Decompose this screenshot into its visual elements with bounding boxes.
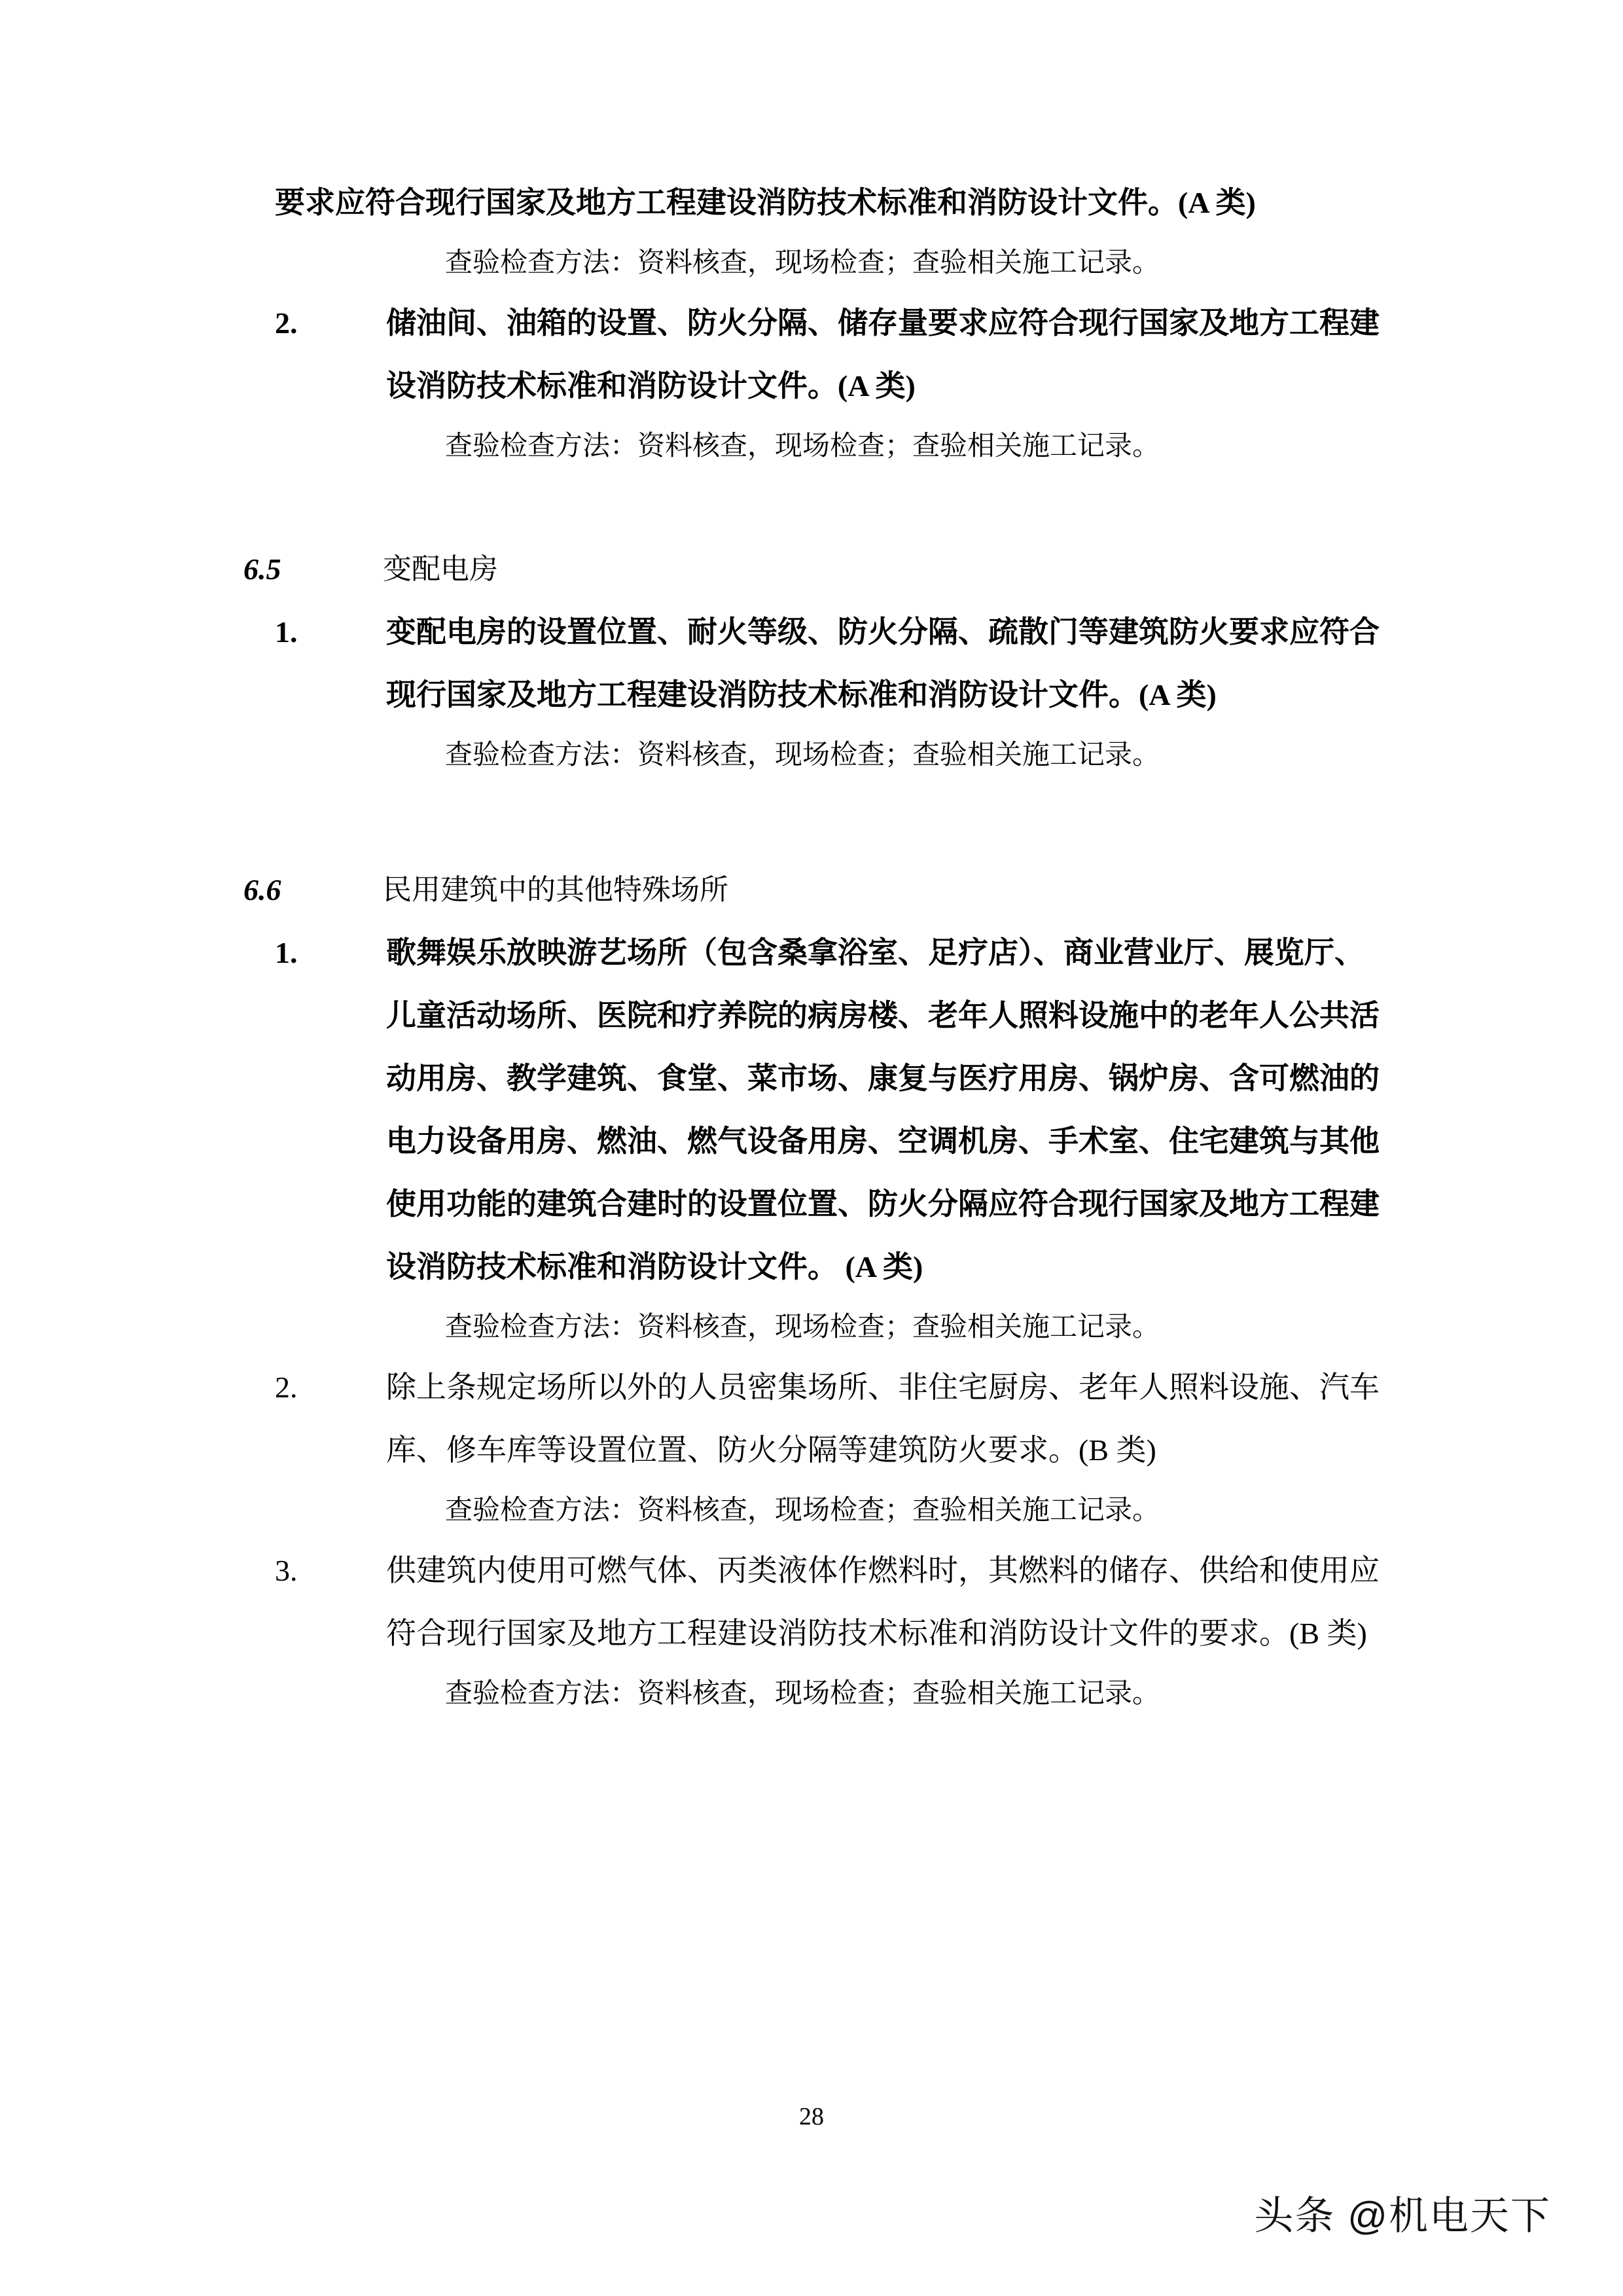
list-item: [0, 601, 1623, 726]
section-title: 民用建筑中的其他特殊场所: [383, 874, 728, 906]
list-item: [0, 1356, 1623, 1482]
list-item-text: 供建筑内使用可燃气体、丙类液体作燃料时，其燃料的储存、供给和使用应符合现行国家及地方工程建设消防技术标准和消防设计文件的要求。(B 类): [386, 1554, 1380, 1650]
list-item-text: 储油间、油箱的设置、防火分隔、储存量要求应符合现行国家及地方工程建设消防技术标准和消防设计文件。(A 类): [386, 306, 1380, 403]
section-spacer-extra: [0, 847, 1623, 859]
section-title: 变配电房: [383, 553, 498, 585]
watermark: 头条 @机电天下: [1254, 2194, 1551, 2238]
section-number: 6.5: [243, 552, 281, 586]
section-heading-6-6: [0, 859, 1623, 922]
list-item: [0, 292, 1623, 418]
page-number: 28: [799, 2103, 824, 2130]
method-line: 查验检查方法：资料核查，现场检查；查验相关施工记录。: [445, 1679, 1160, 1709]
section-heading-6-5: [0, 538, 1623, 601]
list-item-number: 2.: [275, 306, 298, 340]
method-line: 查验检查方法：资料核查，现场检查；查验相关施工记录。: [445, 431, 1160, 461]
list-item-text: 除上条规定场所以外的人员密集场所、非住宅厨房、老年人照料设施、汽车库、修车库等设置位置、防火分隔等建筑防火要求。(B 类): [386, 1371, 1380, 1467]
list-item-number: 2.: [275, 1371, 298, 1404]
list-item-text: 歌舞娱乐放映游艺场所（包含桑拿浴室、足疗店）、商业营业厅、展览厅、儿童活动场所、医院和疗养院的病房楼、老年人照料设施中的老年人公共活动用房、教学建筑、食堂、菜市场、康复与医疗用房、锅炉房、含可燃油的电力设备用房、燃油、燃气设备用房、空调机房、手术室、住宅建筑与其他使用功能的建筑合建时的设置位置、防火分隔应符合现行国家及地方工程建设消防技术标准和消防设计文件。 (A 类): [386, 936, 1380, 1283]
paragraph-continuation: [0, 171, 1623, 234]
method-line-continuation: 查验检查方法：资料核查，现场检查；查验相关施工记录。: [445, 248, 1160, 278]
section-spacer: [0, 784, 1623, 847]
section-spacer: [0, 475, 1623, 538]
paragraph-continuation-text: 要求应符合现行国家及地方工程建设消防技术标准和消防设计文件。(A 类): [275, 186, 1256, 219]
top-spacer: [0, 0, 1623, 171]
list-item-number: 1.: [275, 936, 298, 969]
list-item: [0, 922, 1623, 1299]
list-item-number: 1.: [275, 615, 298, 649]
section-number: 6.6: [243, 873, 281, 906]
method-line: 查验检查方法：资料核查，现场检查；查验相关施工记录。: [445, 740, 1160, 770]
method-line: 查验检查方法：资料核查，现场检查；查验相关施工记录。: [445, 1496, 1160, 1526]
list-item: [0, 1539, 1623, 1665]
list-item-text: 变配电房的设置位置、耐火等级、防火分隔、疏散门等建筑防火要求应符合现行国家及地方工程建设消防技术标准和消防设计文件。(A 类): [386, 615, 1380, 711]
method-line: 查验检查方法：资料核查，现场检查；查验相关施工记录。: [445, 1312, 1160, 1342]
list-item-number: 3.: [275, 1554, 298, 1587]
